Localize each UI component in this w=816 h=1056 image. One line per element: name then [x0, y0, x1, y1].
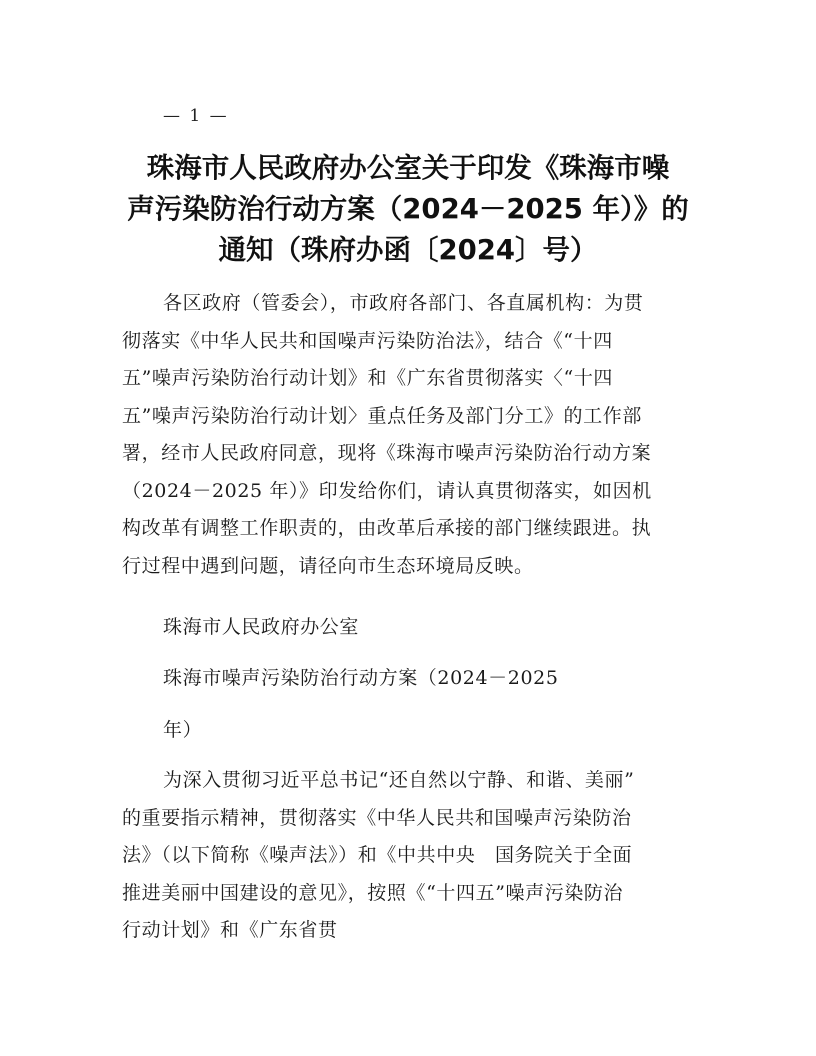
title-line: 珠海市人民政府办公室关于印发《珠海市噪 — [146, 152, 670, 184]
notice-paragraph — [122, 285, 696, 585]
paragraph-line: 行动计划》和《广东省贯 — [122, 919, 338, 941]
paragraph-line: 各区政府（管委会），市政府各部门、各直属机构：为贯 — [163, 292, 644, 314]
title-line: 通知（珠府办函〔2024〕号） — [218, 234, 598, 266]
paragraph-line: （2024－2025 年）》印发给你们，请认真贯彻落实，如因机 — [122, 479, 652, 502]
issuer-name: 珠海市人民政府办公室 — [163, 616, 360, 638]
paragraph-line: 彻落实《中华人民共和国噪声污染防治法》，结合《“十四 — [122, 329, 613, 352]
plan-title-line: 珠海市噪声污染防治行动方案（2024－2025 — [163, 667, 559, 689]
paragraph-line: 法》（以下简称《噪声法》）和《中共中央 国务院关于全面 — [122, 844, 633, 866]
paragraph-line: 五”噪声污染防治行动计划〉重点任务及部门分工》的工作部 — [122, 404, 642, 427]
plan-title-line: 年） — [163, 719, 203, 741]
paragraph-line: 推进美丽中国建设的意见》，按照《“十四五”噪声污染防治 — [122, 881, 624, 904]
paragraph-line: 行过程中遇到问题，请径向市生态环境局反映。 — [122, 554, 534, 577]
title-line: 声污染防治行动方案（2024－2025 年）》的 — [127, 193, 689, 225]
plan-intro-paragraph — [122, 762, 696, 950]
paragraph-line: 署，经市人民政府同意，现将《珠海市噪声污染防治行动方案 — [122, 442, 652, 464]
paragraph-line: 的重要指示精神，贯彻落实《中华人民共和国噪声污染防治 — [122, 806, 632, 829]
paragraph-line: 为深入贯彻习近平总书记“还自然以宁静、和谐、美丽” — [163, 769, 635, 791]
page-number: — 1 — — [163, 106, 229, 126]
paragraph-line: 五”噪声污染防治行动计划》和《广东省贯彻落实〈“十四 — [122, 367, 614, 389]
paragraph-line: 构改革有调整工作职责的，由改革后承接的部门继续跟进。执 — [122, 517, 652, 539]
document-title — [118, 148, 698, 271]
